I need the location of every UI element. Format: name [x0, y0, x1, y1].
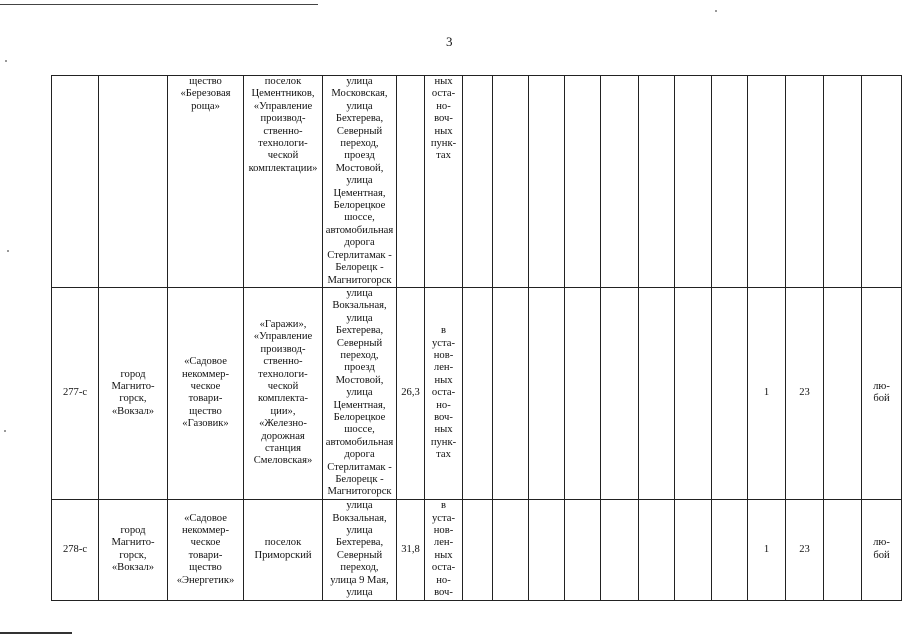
category-cell: лю- бой [862, 499, 902, 600]
length-cell: 26,3 [397, 287, 425, 499]
streets-cell: улица Вокзальная, улица Бехтерева, Северный переход, улица 9 Мая, улица [323, 499, 397, 600]
stops-order-cell: в уста- нов- лен- ных оста- нo- воч- ных пунк- тах [425, 287, 463, 499]
start-point-cell: город Магнито- горск, «Вокзал» [99, 499, 168, 600]
empty-cell [675, 287, 712, 499]
stops-order-cell: ных оста- нo- воч- ных пунк- тах [425, 76, 463, 288]
empty-cell [463, 287, 493, 499]
route-number-cell [52, 76, 99, 288]
stops-order-cell: в уста- нов- лен- ных оста- нo- воч- [425, 499, 463, 600]
point-b-cell: поселок Приморский [244, 499, 323, 600]
empty-cell [824, 76, 862, 288]
point-b-cell: поселок Цементников, «Управление производ- ственно- технологи- ческой комплектации» [244, 76, 323, 288]
category-cell [862, 76, 902, 288]
empty-cell [493, 76, 529, 288]
streets-cell: улица Московская, улица Бехтерева, Северный переход, проезд Мостовой, улица Цементная, Белорецкое шоссе, автомобильная дорога Стерлитамак - Белорецк - Магнитогорск [323, 76, 397, 288]
empty-cell [639, 76, 675, 288]
empty-cell [601, 76, 639, 288]
point-a-cell: «Садовое некоммер- ческое товари- щество «Энергетик» [168, 499, 244, 600]
start-point-cell [99, 76, 168, 288]
vehicles-cell [748, 76, 786, 288]
route-number-cell: 277-с [52, 287, 99, 499]
empty-cell [529, 287, 565, 499]
empty-cell [712, 499, 748, 600]
empty-cell [639, 499, 675, 600]
empty-cell [675, 76, 712, 288]
start-point-cell: город Магнито- горск, «Вокзал» [99, 287, 168, 499]
scan-speck [7, 250, 9, 252]
length-cell [397, 76, 425, 288]
scan-speck [715, 10, 717, 12]
vehicles-cell: 1 [748, 287, 786, 499]
empty-cell [639, 287, 675, 499]
empty-cell [712, 287, 748, 499]
class-cell: 23 [786, 499, 824, 600]
streets-cell: улица Вокзальная, улица Бехтерева, Северный переход, проезд Мостовой, улица Цементная, Белорецкое шоссе, автомобильная дорога Стерлитамак - Белорецк - Магнитогорск [323, 287, 397, 499]
table-row [52, 287, 902, 499]
empty-cell [565, 76, 601, 288]
empty-cell [463, 76, 493, 288]
empty-cell [565, 499, 601, 600]
empty-cell [824, 499, 862, 600]
routes-table [51, 75, 902, 601]
empty-cell [712, 76, 748, 288]
bottom-rule [0, 632, 72, 634]
empty-cell [529, 499, 565, 600]
class-cell: 23 [786, 287, 824, 499]
point-a-cell: «Садовое некоммер- ческое товари- щество «Газовик» [168, 287, 244, 499]
empty-cell [493, 499, 529, 600]
scan-speck [4, 430, 6, 432]
length-cell: 31,8 [397, 499, 425, 600]
empty-cell [824, 287, 862, 499]
empty-cell [529, 76, 565, 288]
empty-cell [601, 499, 639, 600]
empty-cell [565, 287, 601, 499]
empty-cell [601, 287, 639, 499]
table-row [52, 499, 902, 600]
page-number: 3 [446, 34, 453, 49]
empty-cell [675, 499, 712, 600]
scan-speck [5, 60, 7, 62]
vehicles-cell: 1 [748, 499, 786, 600]
point-a-cell: щество «Березовая роща» [168, 76, 244, 288]
table-row [52, 76, 902, 288]
empty-cell [463, 499, 493, 600]
route-number-cell: 278-с [52, 499, 99, 600]
point-b-cell: «Гаражи», «Управление производ- ственно- технологи- ческой комплекта- ции», «Железно- дорожная станция Смеловская» [244, 287, 323, 499]
category-cell: лю- бой [862, 287, 902, 499]
empty-cell [493, 287, 529, 499]
class-cell [786, 76, 824, 288]
top-rule [0, 4, 318, 5]
